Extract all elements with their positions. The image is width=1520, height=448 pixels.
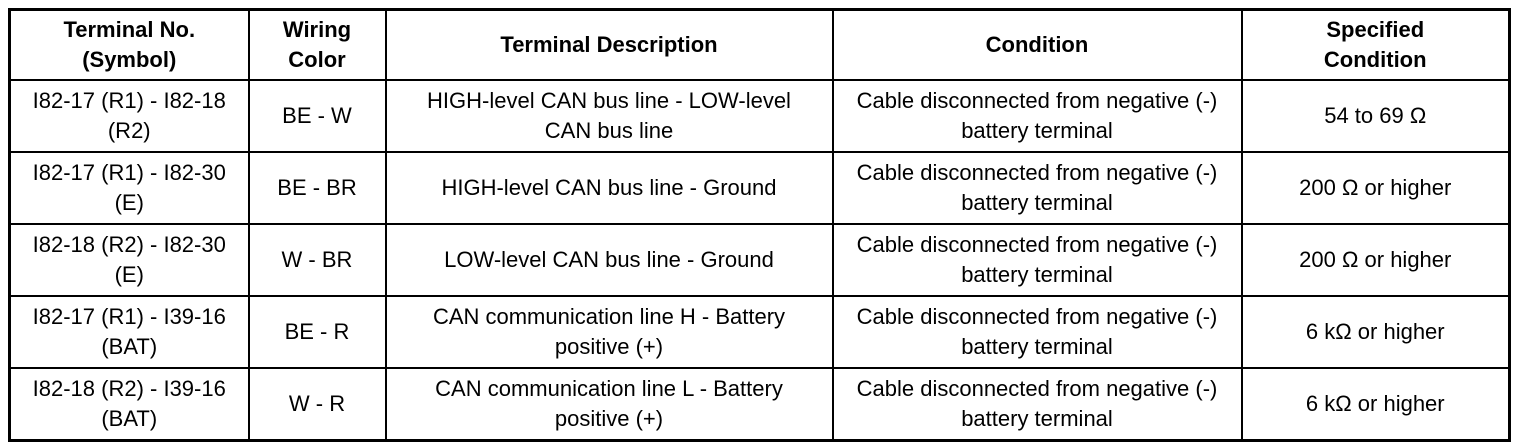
table-row [10, 152, 1510, 224]
cell-specified-condition: 200 Ω or higher [1242, 224, 1510, 296]
cell-description: CAN communication line H - Battery positive (+) [386, 296, 833, 368]
cell-wiring-color: BE - BR [249, 152, 386, 224]
cell-wiring-color: BE - W [249, 80, 386, 152]
cell-specified-condition: 6 kΩ or higher [1242, 368, 1510, 440]
header-specified-condition: Specified Condition [1242, 10, 1510, 81]
cell-terminal: I82-17 (R1) - I82-30 (E) [10, 152, 249, 224]
cell-terminal: I82-18 (R2) - I39-16 (BAT) [10, 368, 249, 440]
cell-condition: Cable disconnected from negative (-) battery terminal [833, 368, 1242, 440]
specification-table [8, 8, 1511, 442]
table-row [10, 296, 1510, 368]
table-row [10, 80, 1510, 152]
cell-description: LOW-level CAN bus line - Ground [386, 224, 833, 296]
table-header-row [10, 10, 1510, 81]
cell-wiring-color: W - BR [249, 224, 386, 296]
cell-condition: Cable disconnected from negative (-) battery terminal [833, 152, 1242, 224]
cell-condition: Cable disconnected from negative (-) battery terminal [833, 224, 1242, 296]
cell-wiring-color: BE - R [249, 296, 386, 368]
cell-condition: Cable disconnected from negative (-) battery terminal [833, 296, 1242, 368]
cell-description: HIGH-level CAN bus line - Ground [386, 152, 833, 224]
table-row [10, 368, 1510, 440]
cell-specified-condition: 6 kΩ or higher [1242, 296, 1510, 368]
cell-specified-condition: 54 to 69 Ω [1242, 80, 1510, 152]
cell-condition: Cable disconnected from negative (-) battery terminal [833, 80, 1242, 152]
cell-terminal: I82-17 (R1) - I82-18 (R2) [10, 80, 249, 152]
header-terminal-description: Terminal Description [386, 10, 833, 81]
cell-description: HIGH-level CAN bus line - LOW-level CAN bus line [386, 80, 833, 152]
table-row [10, 224, 1510, 296]
cell-specified-condition: 200 Ω or higher [1242, 152, 1510, 224]
cell-wiring-color: W - R [249, 368, 386, 440]
header-condition: Condition [833, 10, 1242, 81]
header-wiring-color: Wiring Color [249, 10, 386, 81]
cell-description: CAN communication line L - Battery positive (+) [386, 368, 833, 440]
header-terminal-no: Terminal No. (Symbol) [10, 10, 249, 81]
cell-terminal: I82-18 (R2) - I82-30 (E) [10, 224, 249, 296]
cell-terminal: I82-17 (R1) - I39-16 (BAT) [10, 296, 249, 368]
